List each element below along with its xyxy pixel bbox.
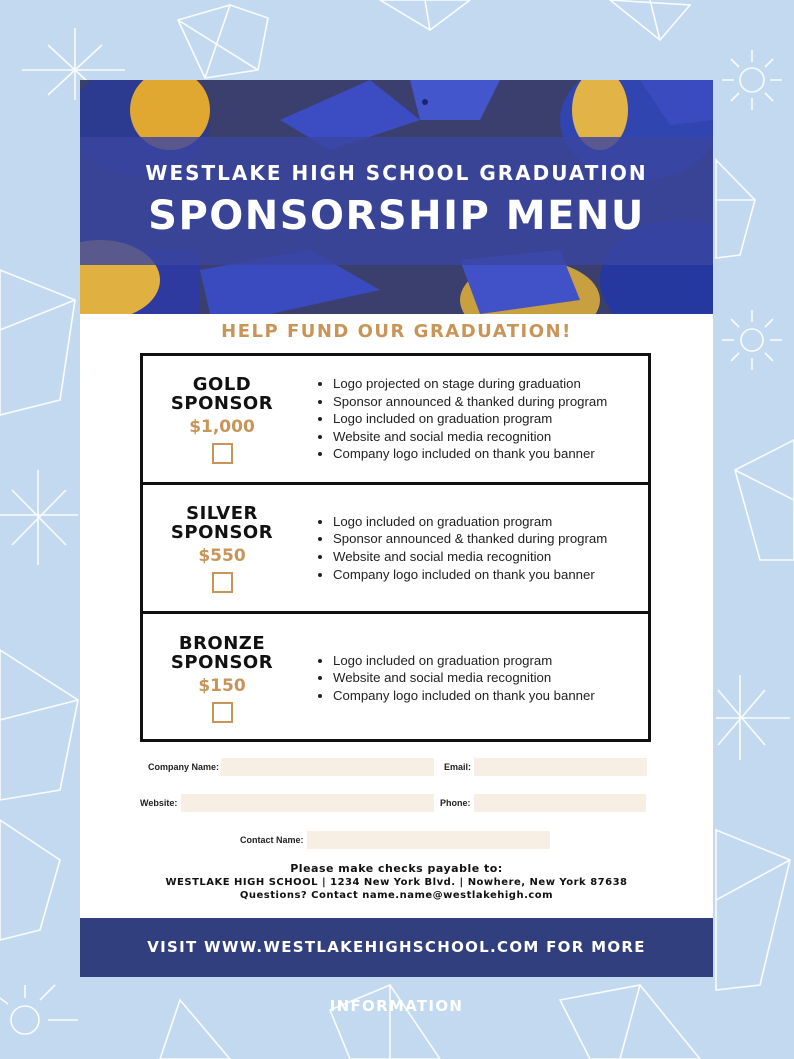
contact-name-input[interactable] [307,831,550,849]
tier-price: $1,000 [189,416,255,437]
contact-name-label: Contact Name: [240,835,304,845]
contact-email: Questions? Contact name.name@westlakehigh.com [239,890,554,901]
benefit-item: • Website and social media recognition [333,548,607,566]
bronze-sponsor-checkbox[interactable] [212,702,233,723]
sponsorship-flyer [80,80,713,1015]
email-input[interactable] [474,758,647,776]
payment-address: WESTLAKE HIGH SCHOOL | 1234 New York Blvd. | Nowhere, New York 87638 [165,877,628,888]
tier-silver [143,485,648,614]
benefit-item: • Website and social media recognition [333,669,595,687]
hero-photo [80,80,713,314]
sun-icon [722,50,782,110]
sun-icon [722,310,782,370]
benefit-item: • Logo included on graduation program [333,513,607,531]
website-input[interactable] [181,794,434,812]
company-name-label: Company Name: [148,762,220,772]
tier-name: BRONZE SPONSOR [170,632,274,673]
silver-sponsor-checkbox[interactable] [212,572,233,593]
tier-benefits [319,614,639,742]
tier-price: $550 [198,545,246,566]
footer-banner: VISIT WWW.WESTLAKEHIGHSCHOOL.COM FOR MORE INFORMATION [80,918,713,977]
tagline: HELP FUND OUR GRADUATION! [221,321,572,342]
event-title: WESTLAKE HIGH SCHOOL GRADUATION [145,161,648,185]
tier-benefits [319,485,639,611]
benefit-item: • Logo projected on stage during graduation [333,375,607,393]
benefit-item: • Logo included on graduation program [333,652,595,670]
sparkle-icon [716,675,790,760]
benefit-item: • Company logo included on thank you banner [333,687,595,705]
phone-input[interactable] [474,794,646,812]
gold-sponsor-checkbox[interactable] [212,443,233,464]
tier-benefits [319,356,639,482]
sponsor-tier-table [140,353,651,742]
benefit-item: • Logo included on graduation program [333,410,607,428]
tier-gold-summary [143,356,301,482]
tier-gold [143,356,648,485]
tier-silver-summary [143,485,301,611]
tier-bronze-summary [143,614,301,742]
tier-price: $150 [198,675,246,696]
sparkle-icon [0,470,78,565]
benefit-item: • Sponsor announced & thanked during program [333,530,607,548]
sun-icon [0,985,78,1034]
benefit-item: • Sponsor announced & thanked during program [333,393,607,411]
benefit-item: • Company logo included on thank you banner [333,445,607,463]
website-label: Website: [140,798,178,808]
benefit-item: • Website and social media recognition [333,428,607,446]
phone-label: Phone: [440,798,471,808]
company-name-input[interactable] [221,758,434,776]
page-title: SPONSORSHIP MENU [148,193,645,239]
title-banner [80,137,713,265]
tier-name: GOLD SPONSOR [170,373,274,414]
benefit-item: • Company logo included on thank you banner [333,566,607,584]
tier-bronze [143,614,648,742]
email-label: Email: [444,762,472,772]
payment-heading: Please make checks payable to: [290,862,503,875]
payment-info [80,862,713,901]
tier-name: SILVER SPONSOR [170,502,274,543]
